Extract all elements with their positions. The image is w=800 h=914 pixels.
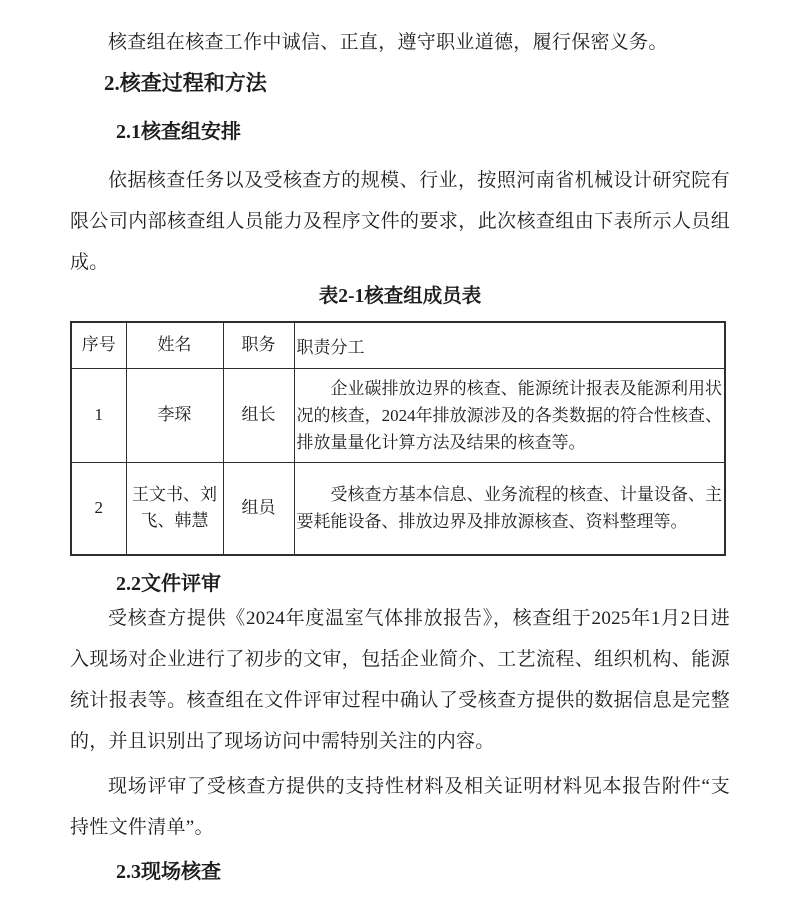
team-arrangement-paragraph: 依据核查任务以及受核查方的规模、行业，按照河南省机械设计研究院有限公司内部核查组人员能力及程序文件的要求，此次核查组由下表所示人员组成。 [70,170,730,273]
supporting-materials-paragraph: 现场评审了受核查方提供的支持性材料及相关证明材料见本报告附件“支持性文件清单”。 [70,776,730,838]
table-header-row [71,322,725,368]
document-review-paragraph: 受核查方提供《2024年度温室气体排放报告》，核查组于2025年1月2日进入现场对企业进行了初步的文审，包括企业简介、工艺流程、组织机构、能源统计报表等。核查组在文件评审过程中确认了受核查方提供的数据信息是完整的，并且识别出了现场访问中需特别关注的内容。 [70,608,730,752]
header-cell-duty: 职责分工 [294,322,725,368]
verification-team-table [70,321,726,556]
row-index-cell: 1 [71,368,126,462]
row-duty-cell: 受核查方基本信息、业务流程的核查、计量设备、主要耗能设备、排放边界及排放源核查、资料整理等。 [294,462,725,555]
header-cell-role: 职务 [223,322,294,368]
section-2-1-heading: 2.1核查组安排 [116,121,241,143]
row-role-cell: 组长 [223,368,294,462]
row-name-cell: 王文书、刘飞、韩慧 [126,462,223,555]
row-role-cell: 组员 [223,462,294,555]
row-index-cell: 2 [71,462,126,555]
section-2-3-heading: 2.3现场核查 [116,861,221,883]
header-cell-index: 序号 [71,322,126,368]
section-2-2-heading: 2.2文件评审 [116,573,221,595]
row-duty-cell: 企业碳排放边界的核查、能源统计报表及能源利用状况的核查，2024年排放源涉及的各类数据的符合性核查、排放量量化计算方法及结果的核查等。 [294,368,725,462]
row-name-cell: 李琛 [126,368,223,462]
intro-paragraph: 核查组在核查工作中诚信、正直，遵守职业道德，履行保密义务。 [108,32,668,53]
header-cell-name: 姓名 [126,322,223,368]
table-row [71,462,725,555]
section-2-heading: 2.核查过程和方法 [104,71,267,95]
table-caption: 表2-1核查组成员表 [318,286,482,307]
table-row [71,368,725,462]
